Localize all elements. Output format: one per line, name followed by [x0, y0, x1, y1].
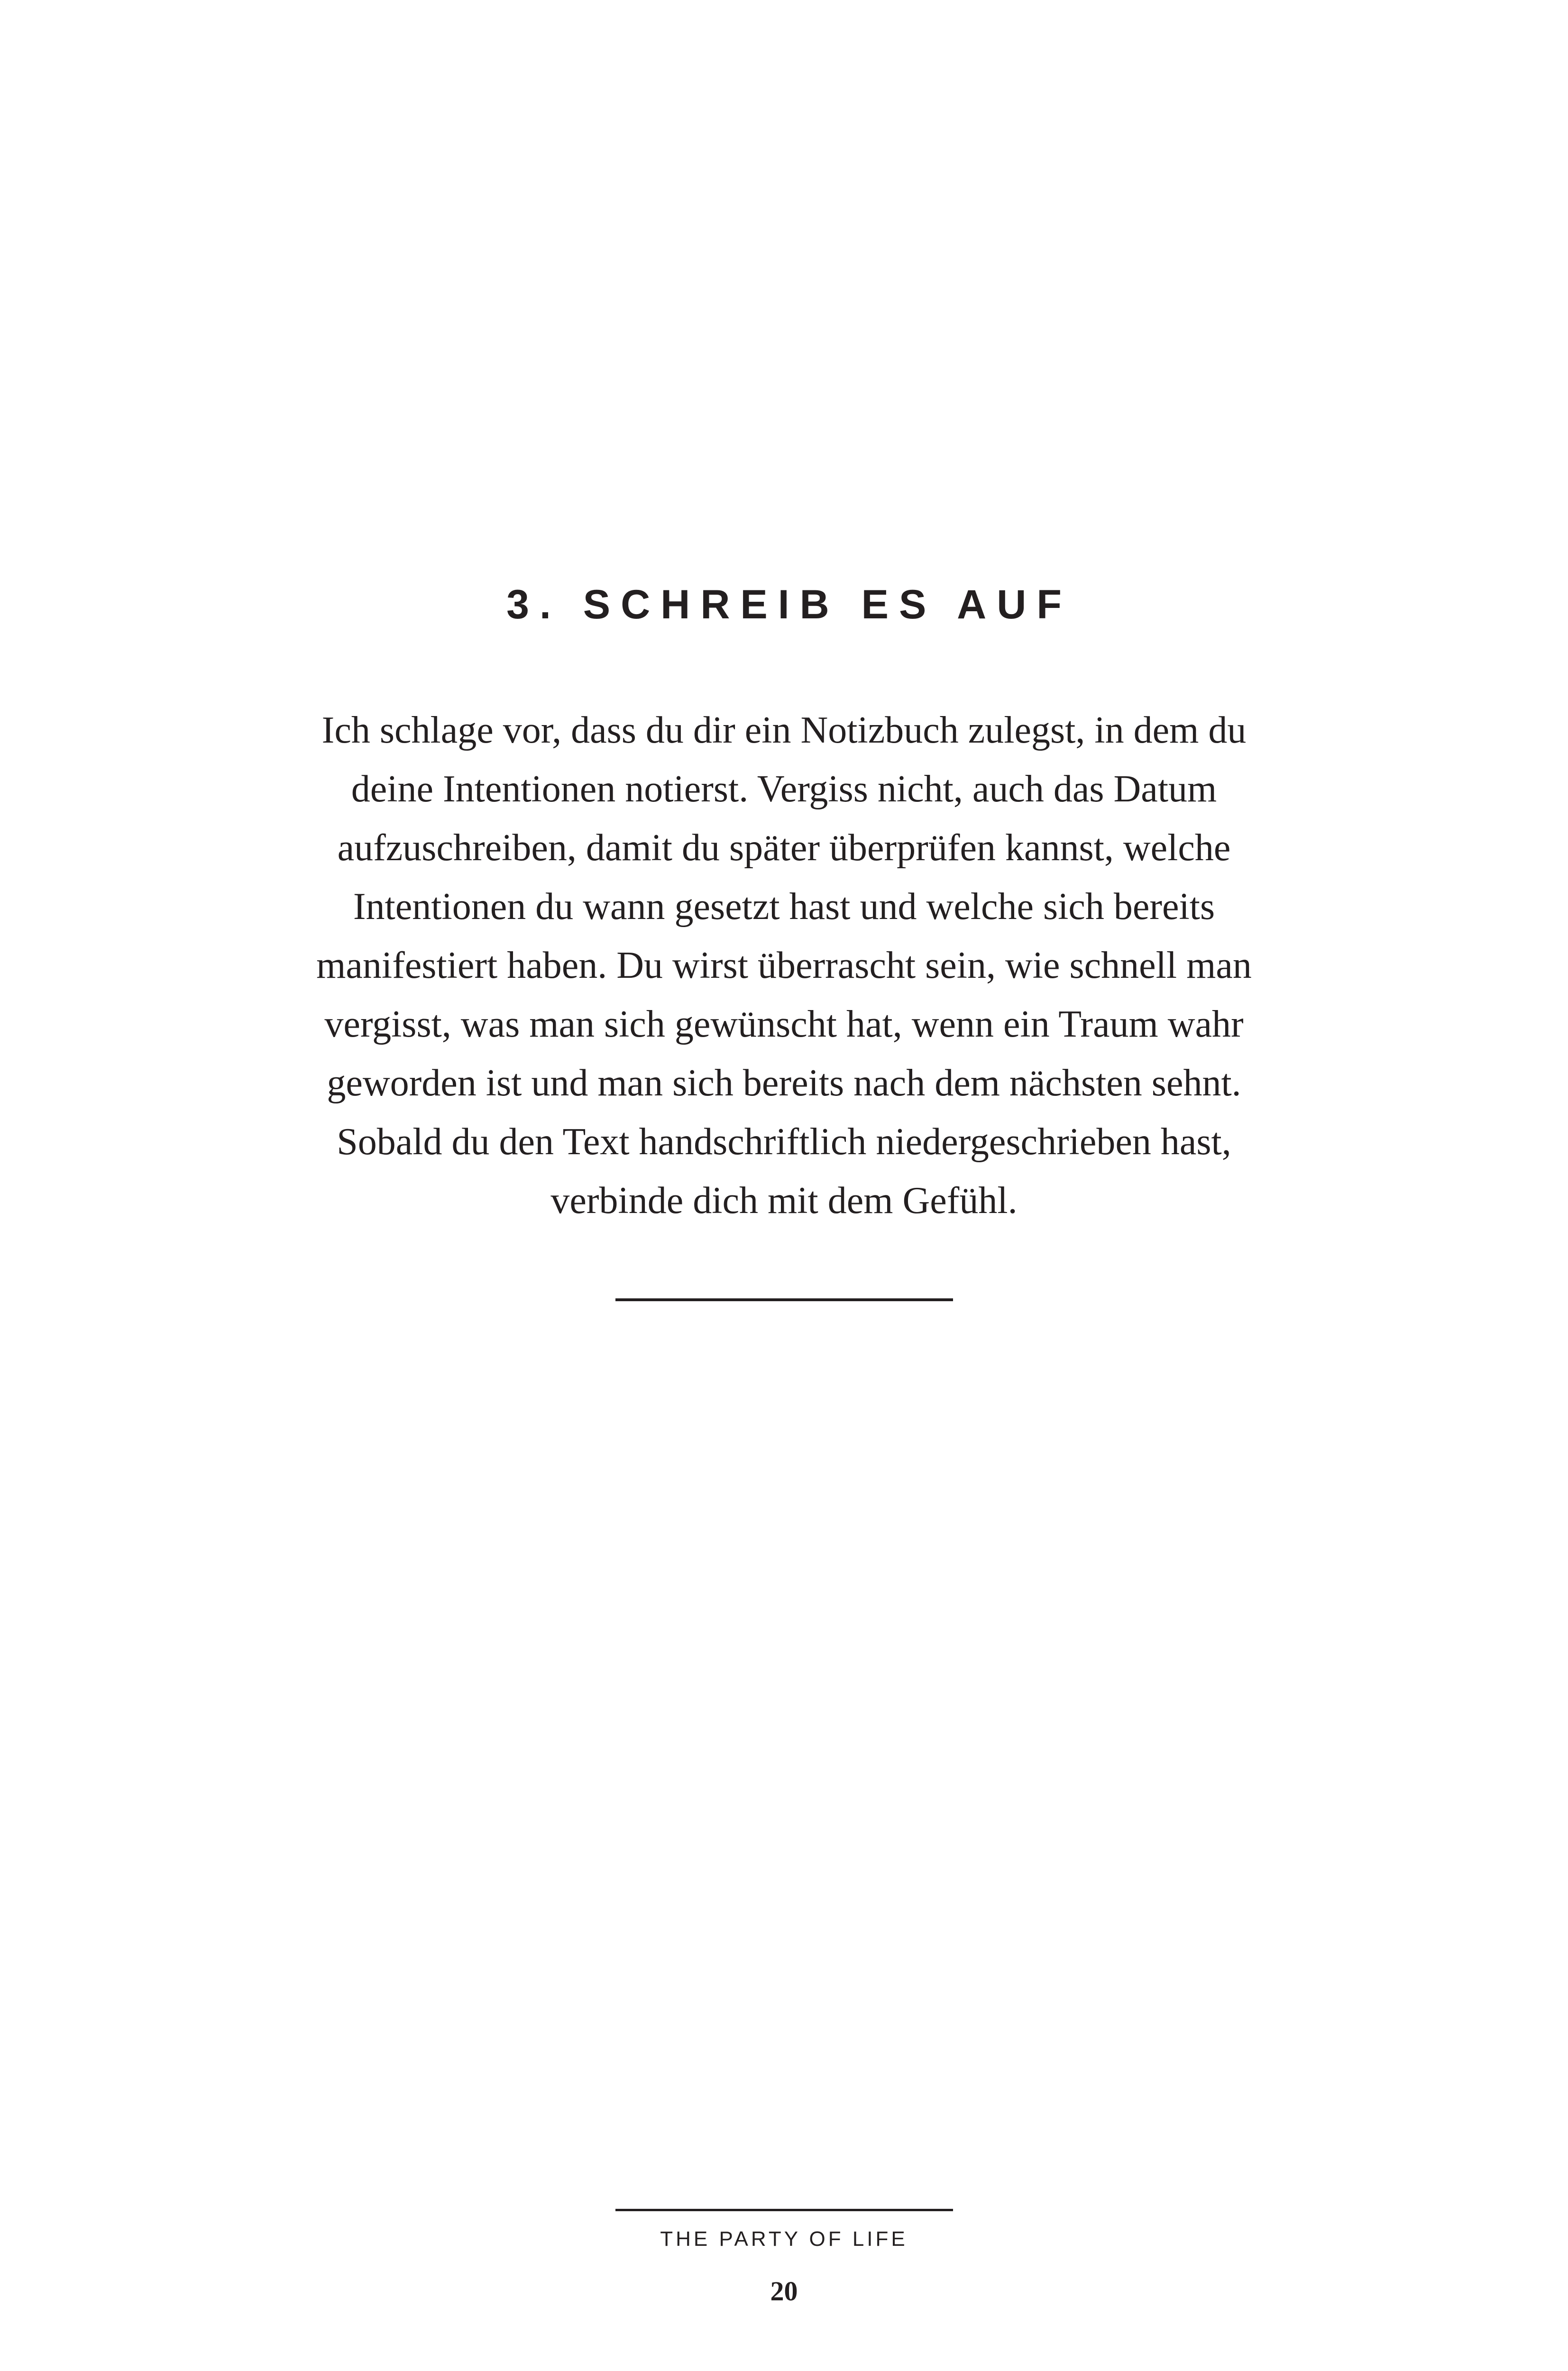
paragraph-line: Intentionen du wann gesetzt hast und welche sich bereits [353, 886, 1215, 928]
body-paragraph [228, 701, 1340, 1230]
section-heading: 3. SCHREIB ES AUF [506, 582, 1072, 627]
running-footer-title: THE PARTY OF LIFE [660, 2227, 908, 2251]
footer-divider [615, 2209, 953, 2211]
paragraph-line: aufzuschreiben, damit du später überprüfen kannst, welche [337, 827, 1231, 869]
section-divider [615, 1298, 953, 1301]
paragraph-line: manifestiert haben. Du wirst überrascht sein, wie schnell man [316, 945, 1252, 986]
paragraph-line: deine Intentionen notierst. Vergiss nicht, auch das Datum [351, 768, 1217, 810]
paragraph-line: Ich schlage vor, dass du dir ein Notizbuch zulegst, in dem du [321, 709, 1247, 751]
paragraph-line: verbinde dich mit dem Gefühl. [550, 1180, 1018, 1222]
page-number: 20 [770, 2276, 798, 2307]
paragraph-line: geworden ist und man sich bereits nach dem nächsten sehnt. [327, 1062, 1241, 1104]
paragraph-line: vergisst, was man sich gewünscht hat, wenn ein Traum wahr [324, 1003, 1244, 1045]
paragraph-line: Sobald du den Text handschriftlich niedergeschrieben hast, [337, 1121, 1231, 1163]
